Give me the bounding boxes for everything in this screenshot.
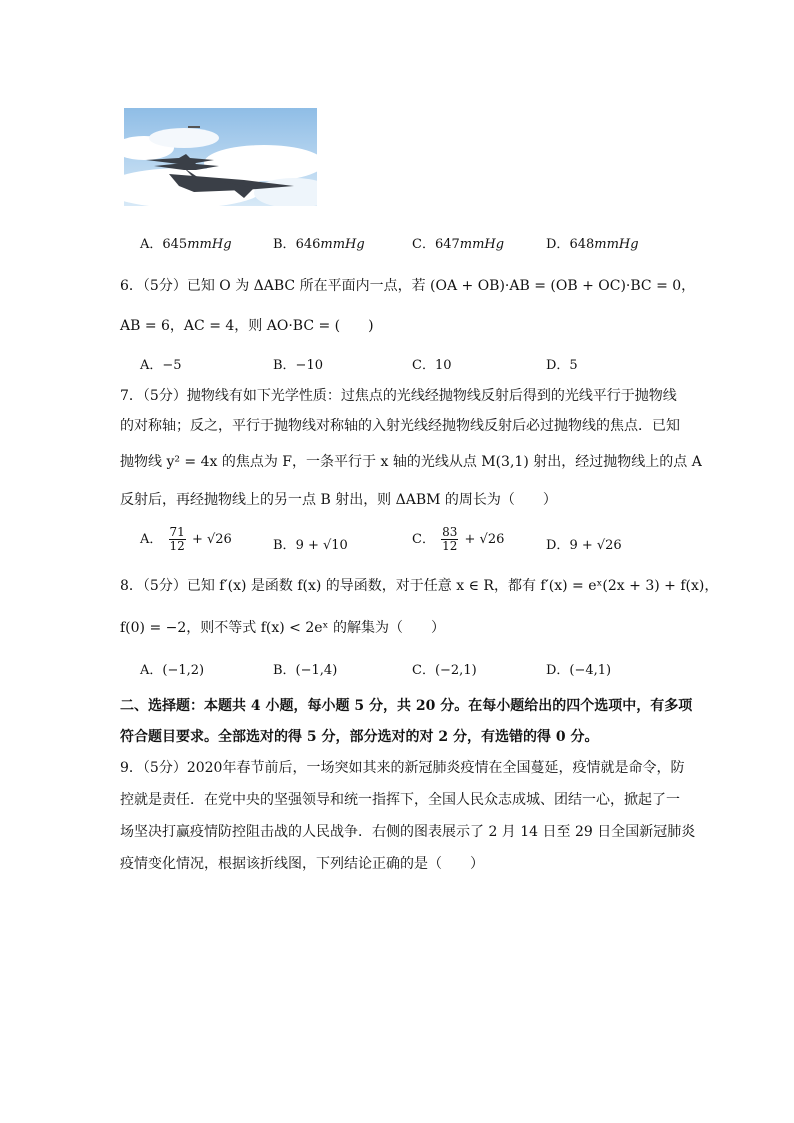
q7-option-b: B．9 + √10 xyxy=(273,538,348,553)
q9-stem-line2: 控就是责任．在党中央的坚强领导和统一指挥下，全国人民众志成城、团结一心，掀起了一 xyxy=(120,792,680,808)
q5-option-c: C．647mmHg xyxy=(412,237,505,252)
section2-heading-line2: 符合题目要求。全部选对的得 5 分，部分选对的对 2 分，有选错的得 0 分。 xyxy=(120,729,599,745)
q8-stem-line2: f(0) = −2，则不等式 f(x) < 2eˣ 的解集为（ ） xyxy=(120,620,445,636)
fighter-jets-photo xyxy=(124,108,317,206)
q8-option-c: C．(−2,1) xyxy=(412,663,477,678)
q8-option-a: A．(−1,2) xyxy=(140,663,205,678)
q6-option-b: B．−10 xyxy=(273,358,323,373)
q7-stem-line2: 的对称轴；反之，平行于抛物线对称轴的入射光线经抛物线反射后必过抛物线的焦点．已知 xyxy=(120,418,680,434)
q7-option-a: A． $\frac{71}{12}$ + √26 xyxy=(140,525,232,553)
q7-option-a-fraction: $\frac{71}{12}$ xyxy=(169,525,185,553)
q6-stem-line1: 6．（5分）已知 O 为 ΔABC 所在平面内一点，若 (OA + OB)·AB = (OB + OC)·BC = 0， xyxy=(120,278,696,294)
q9-stem-line3: 场坚决打赢疫情防控阻击战的人民战争．右侧的图表展示了 2 月 14 日至 29 日全国新冠肺炎 xyxy=(120,824,696,840)
q5-option-d: D．648mmHg xyxy=(546,237,639,252)
q9-stem-line4: 疫情变化情况，根据该折线图，下列结论正确的是（ ） xyxy=(120,856,484,872)
q6-stem-line2: AB = 6，AC = 4，则 AO·BC = ( ) xyxy=(120,318,374,334)
q7-stem-line3: 抛物线 y² = 4x 的焦点为 F，一条平行于 x 轴的光线从点 M(3,1) 射出，经过抛物线上的点 A xyxy=(120,454,702,470)
q8-option-d: D．(−4,1) xyxy=(546,663,612,678)
q7-stem-line1: 7．（5分）抛物线有如下光学性质：过焦点的光线经抛物线反射后得到的光线平行于抛物线 xyxy=(120,388,677,404)
q8-stem-line1: 8．（5分）已知 f′(x) 是函数 f(x) 的导函数，对于任意 x ∈ R，都有 f′(x) = eˣ(2x + 3) + f(x)， xyxy=(120,578,719,594)
q6-option-c: C．10 xyxy=(412,358,452,373)
q5-option-a: A．645mmHg xyxy=(140,237,232,252)
q7-option-c-fraction: $\frac{83}{12}$ xyxy=(442,525,458,553)
q6-option-a: A．−5 xyxy=(140,358,182,373)
q5-option-b: B．646mmHg xyxy=(273,237,365,252)
q8-option-b: B．(−1,4) xyxy=(273,663,338,678)
q9-stem-line1: 9．（5分）2020年春节前后，一场突如其来的新冠肺炎疫情在全国蔓延，疫情就是命令，防 xyxy=(120,760,685,776)
section2-heading-line1: 二、选择题：本题共 4 小题，每小题 5 分，共 20 分。在每小题给出的四个选项中，有多项 xyxy=(120,698,693,714)
q6-option-d: D．5 xyxy=(546,358,578,373)
q7-option-d: D．9 + √26 xyxy=(546,538,622,553)
q7-stem-line4: 反射后，再经抛物线上的另一点 B 射出，则 ΔABM 的周长为（ ） xyxy=(120,492,557,508)
q7-option-c: C． $\frac{83}{12}$ + √26 xyxy=(412,525,505,553)
